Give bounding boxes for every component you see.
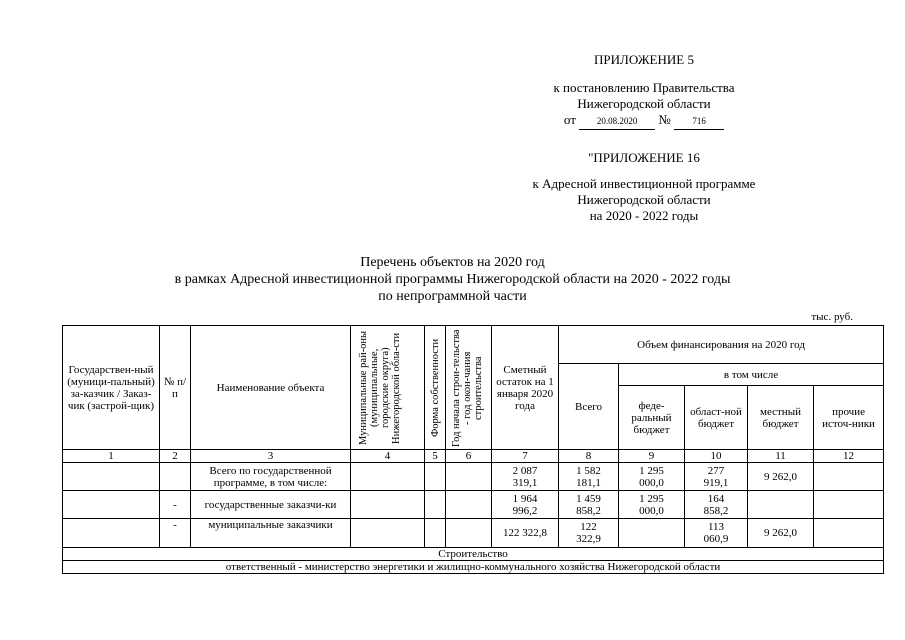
col-num: 1 — [63, 450, 160, 463]
municipal-cell — [351, 463, 425, 491]
table-row — [63, 463, 884, 491]
responsible-row: ответственный - министерство энергетики и жилищно-коммунального хозяйства Нижегородской области — [63, 561, 884, 574]
num-cell: - — [160, 491, 191, 519]
header-ownership-text: Форма собственности — [429, 338, 441, 437]
region-line: Нижегородской области — [577, 96, 711, 111]
column-numbers-row — [63, 450, 884, 463]
financing-table — [62, 325, 884, 574]
name-cell: государственные заказчи-ки — [191, 491, 351, 519]
local-cell: 9 262,0 — [748, 463, 814, 491]
other-cell — [814, 519, 884, 548]
header-years — [446, 326, 492, 450]
municipal-cell — [351, 491, 425, 519]
title-line-2: в рамках Адресной инвестиционной программы Нижегородской области на 2020 - 2022 годы — [174, 272, 731, 287]
section-row: Строительство — [63, 548, 884, 561]
customer-cell — [63, 463, 160, 491]
header-estimate: Сметный остаток на 1 января 2020 года — [492, 326, 559, 450]
header-including: в том числе — [619, 364, 884, 386]
regional-cell: 113 060,9 — [685, 519, 748, 548]
other-cell — [814, 491, 884, 519]
program-line: к Адресной инвестиционной программе — [532, 176, 756, 191]
col-num: 7 — [492, 450, 559, 463]
document-title — [0, 254, 905, 305]
federal-cell: 1 295 000,0 — [619, 491, 685, 519]
header-ownership — [425, 326, 446, 450]
col-num: 2 — [160, 450, 191, 463]
total-cell: 122 322,9 — [559, 519, 619, 548]
appendix-label: ПРИЛОЖЕНИЕ 5 — [594, 52, 694, 67]
other-cell — [814, 463, 884, 491]
from-label: от — [563, 112, 576, 127]
program-years-line: на 2020 - 2022 годы — [589, 208, 699, 223]
resolution-number: 716 — [674, 113, 724, 130]
header-municipal-text: Муниципальные рай-оны (муниципальные, городские округа) Нижегородской обла-сти — [357, 330, 402, 445]
table-row — [63, 519, 884, 548]
estimate-cell: 2 087 319,1 — [492, 463, 559, 491]
col-num: 11 — [748, 450, 814, 463]
appendix16-label: "ПРИЛОЖЕНИЕ 16 — [588, 150, 700, 165]
header-financing: Объем финансирования на 2020 год — [559, 326, 884, 364]
col-num: 9 — [619, 450, 685, 463]
ownership-cell — [425, 463, 446, 491]
estimate-cell: 1 964 996,2 — [492, 491, 559, 519]
local-cell: 9 262,0 — [748, 519, 814, 548]
resolution-line: к постановлению Правительства — [553, 80, 735, 95]
resolution-date: 20.08.2020 — [579, 113, 655, 130]
estimate-cell: 122 322,8 — [492, 519, 559, 548]
years-cell — [446, 463, 492, 491]
header-municipal — [351, 326, 425, 450]
name-cell: муниципальные заказчики — [191, 519, 351, 548]
regional-cell: 164 858,2 — [685, 491, 748, 519]
header-federal: феде-ральный бюджет — [619, 386, 685, 450]
regional-cell: 277 919,1 — [685, 463, 748, 491]
header-name: Наименование объекта — [191, 326, 351, 450]
name-cell: Всего по государственной программе, в том числе: — [191, 463, 351, 491]
municipal-cell — [351, 519, 425, 548]
num-cell — [160, 463, 191, 491]
unit-label: тыс. руб. — [811, 311, 853, 323]
header-num: № п/п — [160, 326, 191, 450]
num-cell: - — [160, 519, 191, 548]
col-num: 5 — [425, 450, 446, 463]
title-line-1: Перечень объектов на 2020 год — [360, 255, 545, 270]
number-label: № — [658, 112, 671, 127]
col-num: 6 — [446, 450, 492, 463]
date-number-line — [530, 112, 758, 130]
col-num: 10 — [685, 450, 748, 463]
ownership-cell — [425, 491, 446, 519]
header-years-text: Год начала строи-тельства - год окон-чания строительства — [450, 328, 484, 447]
appendix-header — [530, 52, 758, 130]
title-line-3: по непрограммной части — [378, 289, 527, 304]
years-cell — [446, 491, 492, 519]
col-num: 3 — [191, 450, 351, 463]
customer-cell — [63, 491, 160, 519]
col-num: 8 — [559, 450, 619, 463]
header-local: местный бюджет — [748, 386, 814, 450]
ownership-cell — [425, 519, 446, 548]
table-row — [63, 491, 884, 519]
header-customer: Государствен-ный (муници-пальный) за-казчик / Заказ-чик (застрой-щик) — [63, 326, 160, 450]
program-region-line: Нижегородской области — [577, 192, 711, 207]
col-num: 12 — [814, 450, 884, 463]
federal-cell — [619, 519, 685, 548]
customer-cell — [63, 519, 160, 548]
total-cell: 1 582 181,1 — [559, 463, 619, 491]
header-regional: област-ной бюджет — [685, 386, 748, 450]
federal-cell: 1 295 000,0 — [619, 463, 685, 491]
header-other: прочие источ-ники — [814, 386, 884, 450]
col-num: 4 — [351, 450, 425, 463]
header-total: Всего — [559, 364, 619, 450]
local-cell — [748, 491, 814, 519]
years-cell — [446, 519, 492, 548]
total-cell: 1 459 858,2 — [559, 491, 619, 519]
appendix16-header — [500, 150, 788, 224]
